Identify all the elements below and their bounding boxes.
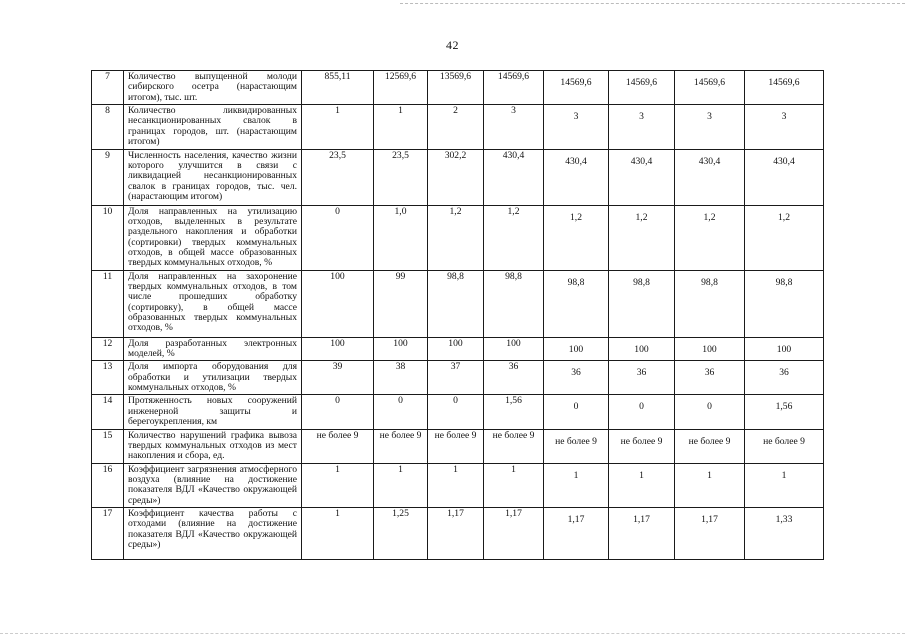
indicator-value: 39: [302, 361, 374, 395]
indicator-value: не более 9: [374, 429, 428, 463]
indicator-value: 1,17: [428, 508, 484, 560]
indicator-value: 0: [302, 205, 374, 270]
indicator-value: 1,2: [745, 205, 824, 270]
row-number: 13: [92, 361, 124, 395]
indicator-value: 1,17: [484, 508, 544, 560]
indicator-value: не более 9: [302, 429, 374, 463]
indicator-name: Количество нарушений графика вывоза твердых коммунальных отходов из мест накопления и сбора, ед.: [124, 429, 302, 463]
indicator-name: Количество ликвидированных несанкционированных свалок в границах городов, шт. (нарастающим итогом): [124, 105, 302, 149]
indicator-value: 1: [302, 508, 374, 560]
indicator-value: 14569,6: [484, 71, 544, 105]
indicator-value: 430,4: [609, 149, 675, 205]
indicator-value: не более 9: [675, 429, 745, 463]
scan-edge-bottom: [0, 633, 905, 634]
indicator-value: 1,56: [484, 395, 544, 429]
indicator-value: 430,4: [675, 149, 745, 205]
indicator-value: 98,8: [675, 270, 745, 337]
indicator-value: 23,5: [374, 149, 428, 205]
row-number: 9: [92, 149, 124, 205]
indicator-value: 3: [544, 105, 609, 149]
table-row: [92, 361, 824, 395]
indicator-name: Доля разработанных электронных моделей, %: [124, 337, 302, 361]
row-number: 11: [92, 270, 124, 337]
indicator-value: не более 9: [745, 429, 824, 463]
indicator-value: 0: [609, 395, 675, 429]
indicator-value: 3: [745, 105, 824, 149]
indicator-value: 3: [484, 105, 544, 149]
indicator-value: 100: [745, 337, 824, 361]
indicator-value: 98,8: [428, 270, 484, 337]
indicator-value: 1,56: [745, 395, 824, 429]
table-row: [92, 105, 824, 149]
indicator-value: 100: [544, 337, 609, 361]
indicator-value: не более 9: [428, 429, 484, 463]
indicator-value: 36: [544, 361, 609, 395]
row-number: 10: [92, 205, 124, 270]
indicator-value: 14569,6: [745, 71, 824, 105]
indicator-value: 100: [302, 337, 374, 361]
indicator-value: 0: [302, 395, 374, 429]
indicator-value: 98,8: [484, 270, 544, 337]
indicator-value: 100: [374, 337, 428, 361]
indicator-value: 1: [428, 463, 484, 507]
indicator-value: 1: [609, 463, 675, 507]
indicator-value: 1: [745, 463, 824, 507]
indicator-value: 0: [428, 395, 484, 429]
table-body: [92, 71, 824, 560]
indicator-value: не более 9: [484, 429, 544, 463]
indicator-value: 100: [484, 337, 544, 361]
indicator-value: 1,17: [675, 508, 745, 560]
row-number: 15: [92, 429, 124, 463]
indicator-name: Коэффициент загрязнения атмосферного воздуха (влияние на достижение показателя ВДЛ «Качество окружающей среды»): [124, 463, 302, 507]
indicator-value: 12569,6: [374, 71, 428, 105]
indicator-value: 1: [374, 105, 428, 149]
indicator-value: 1: [544, 463, 609, 507]
indicator-value: 100: [302, 270, 374, 337]
indicator-value: 38: [374, 361, 428, 395]
indicator-value: 855,11: [302, 71, 374, 105]
indicator-value: 1,0: [374, 205, 428, 270]
indicator-value: 1: [374, 463, 428, 507]
indicator-value: 13569,6: [428, 71, 484, 105]
indicator-value: 1,2: [484, 205, 544, 270]
indicator-value: 36: [675, 361, 745, 395]
indicator-value: 3: [609, 105, 675, 149]
row-number: 17: [92, 508, 124, 560]
indicator-value: 1: [484, 463, 544, 507]
indicator-value: 14569,6: [544, 71, 609, 105]
indicator-value: 1,2: [609, 205, 675, 270]
row-number: 7: [92, 71, 124, 105]
indicator-value: 100: [675, 337, 745, 361]
indicator-value: 36: [484, 361, 544, 395]
indicator-value: 1,2: [428, 205, 484, 270]
indicator-value: 98,8: [609, 270, 675, 337]
table-row: [92, 270, 824, 337]
indicator-value: 430,4: [745, 149, 824, 205]
indicator-value: 14569,6: [675, 71, 745, 105]
indicator-name: Коэффициент качества работы с отходами (влияние на достижение показателя ВДЛ «Качество окружающей среды»): [124, 508, 302, 560]
indicator-value: 98,8: [745, 270, 824, 337]
indicator-value: 23,5: [302, 149, 374, 205]
indicator-value: 37: [428, 361, 484, 395]
indicator-value: 430,4: [544, 149, 609, 205]
row-number: 14: [92, 395, 124, 429]
table-row: [92, 429, 824, 463]
scan-edge-top: [400, 3, 905, 4]
indicator-value: 1,33: [745, 508, 824, 560]
indicator-value: 302,2: [428, 149, 484, 205]
indicator-name: Протяженность новых сооружений инженерной защиты и берегоукрепления, км: [124, 395, 302, 429]
indicator-name: Численность населения, качество жизни которого улучшится в связи с ликвидацией несанкционированных свалок в границах городов, тыс. чел. (нарастающим итогом): [124, 149, 302, 205]
indicator-value: 1: [302, 463, 374, 507]
row-number: 16: [92, 463, 124, 507]
indicator-value: 98,8: [544, 270, 609, 337]
indicator-value: 36: [745, 361, 824, 395]
row-number: 12: [92, 337, 124, 361]
indicator-value: 14569,6: [609, 71, 675, 105]
indicator-value: 430,4: [484, 149, 544, 205]
indicator-name: Доля направленных на утилизацию отходов, выделенных в результате раздельного накопления и обработки (сортировки) твердых коммунальных отходов, в общей массе образованных твердых коммунальных отходов, %: [124, 205, 302, 270]
indicator-value: не более 9: [544, 429, 609, 463]
table-row: [92, 71, 824, 105]
indicator-value: 100: [609, 337, 675, 361]
table-row: [92, 508, 824, 560]
indicator-value: 1,17: [544, 508, 609, 560]
indicator-value: не более 9: [609, 429, 675, 463]
indicator-name: Количество выпущенной молоди сибирского осетра (нарастающим итогом), тыс. шт.: [124, 71, 302, 105]
table-row: [92, 205, 824, 270]
indicator-name: Доля направленных на захоронение твердых коммунальных отходов, в том числе прошедших обработку (сортировку), в общей массе образованных твердых коммунальных отходов, %: [124, 270, 302, 337]
indicator-name: Доля импорта оборудования для обработки и утилизации твердых коммунальных отходов, %: [124, 361, 302, 395]
table-row: [92, 395, 824, 429]
table-row: [92, 463, 824, 507]
indicator-value: 0: [374, 395, 428, 429]
row-number: 8: [92, 105, 124, 149]
indicator-value: 3: [675, 105, 745, 149]
indicator-value: 100: [428, 337, 484, 361]
table-row: [92, 149, 824, 205]
indicator-value: 0: [675, 395, 745, 429]
table-row: [92, 337, 824, 361]
indicator-value: 1,2: [544, 205, 609, 270]
indicator-value: 1: [302, 105, 374, 149]
indicator-value: 1,17: [609, 508, 675, 560]
indicator-value: 1,25: [374, 508, 428, 560]
page-number: 42: [446, 38, 459, 52]
indicators-table: [91, 70, 824, 560]
indicator-value: 0: [544, 395, 609, 429]
indicator-value: 1: [675, 463, 745, 507]
indicator-value: 1,2: [675, 205, 745, 270]
indicator-value: 36: [609, 361, 675, 395]
indicator-value: 2: [428, 105, 484, 149]
indicator-value: 99: [374, 270, 428, 337]
